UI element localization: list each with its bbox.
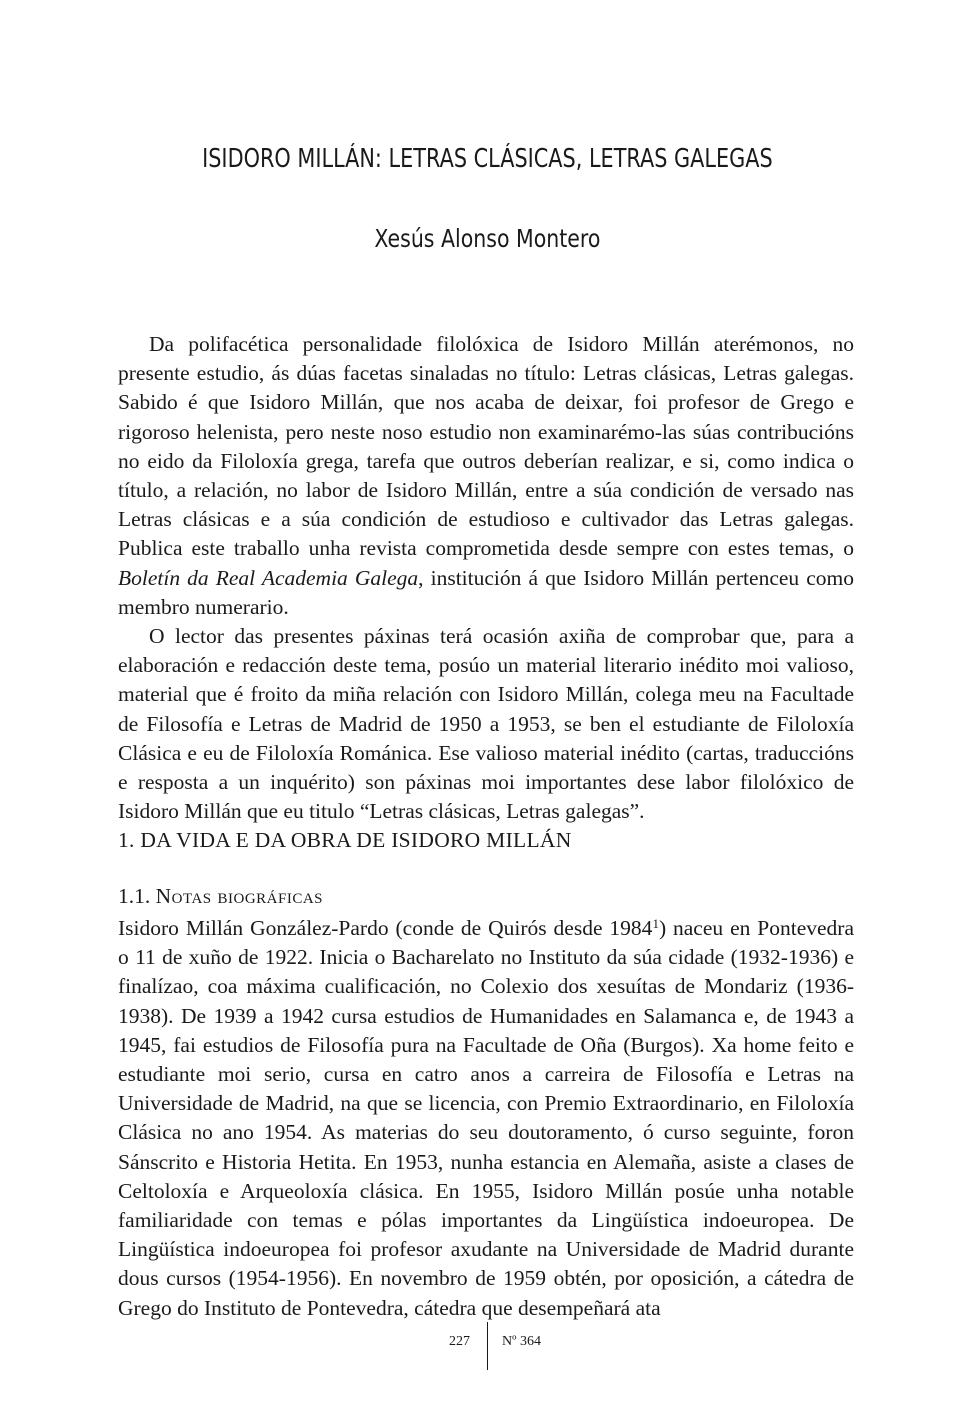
issue-number: Nº 364	[502, 1334, 541, 1349]
page-number: 227	[449, 1334, 470, 1349]
intro-paragraph-1	[118, 330, 854, 622]
bio-section	[118, 914, 854, 1323]
intro-paragraph-2: O lector das presentes páxinas terá ocasión axiña de comprobar que, para a elaboración e redacción deste tema, posúo un material literario inédito moi valioso, material que é froito da miña relación con Isidoro Millán, colega meu na Facultade de Filosofía e Letras de Madrid de 1950 a 1953, se ben el estudiante de Filoloxía Clásica e eu de Filoloxía Románica. Ese valioso material inédito (cartas, traduccións e resposta a un inquérito) son páxinas moi importantes dese labor filolóxico de Isidoro Millán que eu titulo “Letras clásicas, Letras galegas”.	[118, 624, 854, 824]
footer-divider	[487, 1322, 488, 1370]
article-author: Xesús Alonso Montero	[374, 224, 601, 253]
subsection-title: Notas biográficas	[155, 884, 324, 908]
intro-p1-text-b: , institución á que Isidoro Millán pertenceu como membro numerario.	[118, 565, 854, 619]
intro-p1-text-a: Da polifacética personalidade filolóxica de Isidoro Millán aterémonos, no presente estudio, ás dúas facetas sinaladas no título: Letras clásicas, Letras galegas. Sabido é que Isidoro Millán, que nos acaba de deixar, foi profesor de Grego e rigoroso helenista, pero neste noso estudio non examinarémo-las súas contribucións no eido da Filoloxía grega, tarefa que outros deberían realizar, e si, como indica o título, a relación, no labor de Isidoro Millán, entre a súa condición de versado nas Letras clásicas e a súa condición de estudioso e cultivador das Letras galegas. Publica este traballo unha revista comprometida desde sempre con estes temas, o	[118, 332, 854, 561]
footnote-ref[interactable]: 1	[652, 916, 659, 931]
journal-title: Boletín da Real Academia Galega	[118, 565, 419, 590]
intro-section	[118, 330, 854, 826]
subsection-heading	[118, 884, 854, 909]
subsection-number: 1.1.	[118, 884, 151, 908]
bio-text-b: ) naceu en Pontevedra o 11 de xuño de 1922. Inicia o Bacharelato no Instituto da súa cidade (1932-1936) e finalízao, coa máxima cualificación, no Colexio dos xesuítas de Mondariz (1936-1938). De 1939 a 1942 cursa estudios de Humanidades en Salamanca e, de 1943 a 1945, fai estudios de Filosofía pura na Facultade de Oña (Burgos). Xa home feito e estudiante moi serio, cursa en catro anos a carreira de Filosofía e Letras na Universidade de Madrid, na que se licencia, con Premio Extraordinario, en Filoloxía Clásica no ano 1954. As materias do seu doutoramento, ó curso seguinte, foron Sánscrito e Historia Hetita. En 1953, nunha estancia en Alemaña, asiste a clases de Celtoloxía e Arqueoloxía clásica. En 1955, Isidoro Millán posúe unha notable familiaridade con temas e pólas importantes da Lingüística indoeuropea. De Lingüística indoeuropea foi profesor axudante na Universidade de Madrid durante dous cursos (1954-1956). En novembro de 1959 obtén, por oposición, a cátedra de Grego do Instituto de Pontevedra, cátedra que desempeñará ata	[118, 916, 854, 1320]
page-footer	[0, 1322, 975, 1370]
article-title: ISIDORO MILLÁN: LETRAS CLÁSICAS, LETRAS GALEGAS	[202, 144, 773, 174]
section-heading: 1. DA VIDA E DA OBRA DE ISIDORO MILLÁN	[118, 828, 572, 852]
bio-paragraph	[118, 914, 854, 1323]
bio-text-a: Isidoro Millán González-Pardo (conde de Quirós desde 1984	[118, 916, 653, 940]
